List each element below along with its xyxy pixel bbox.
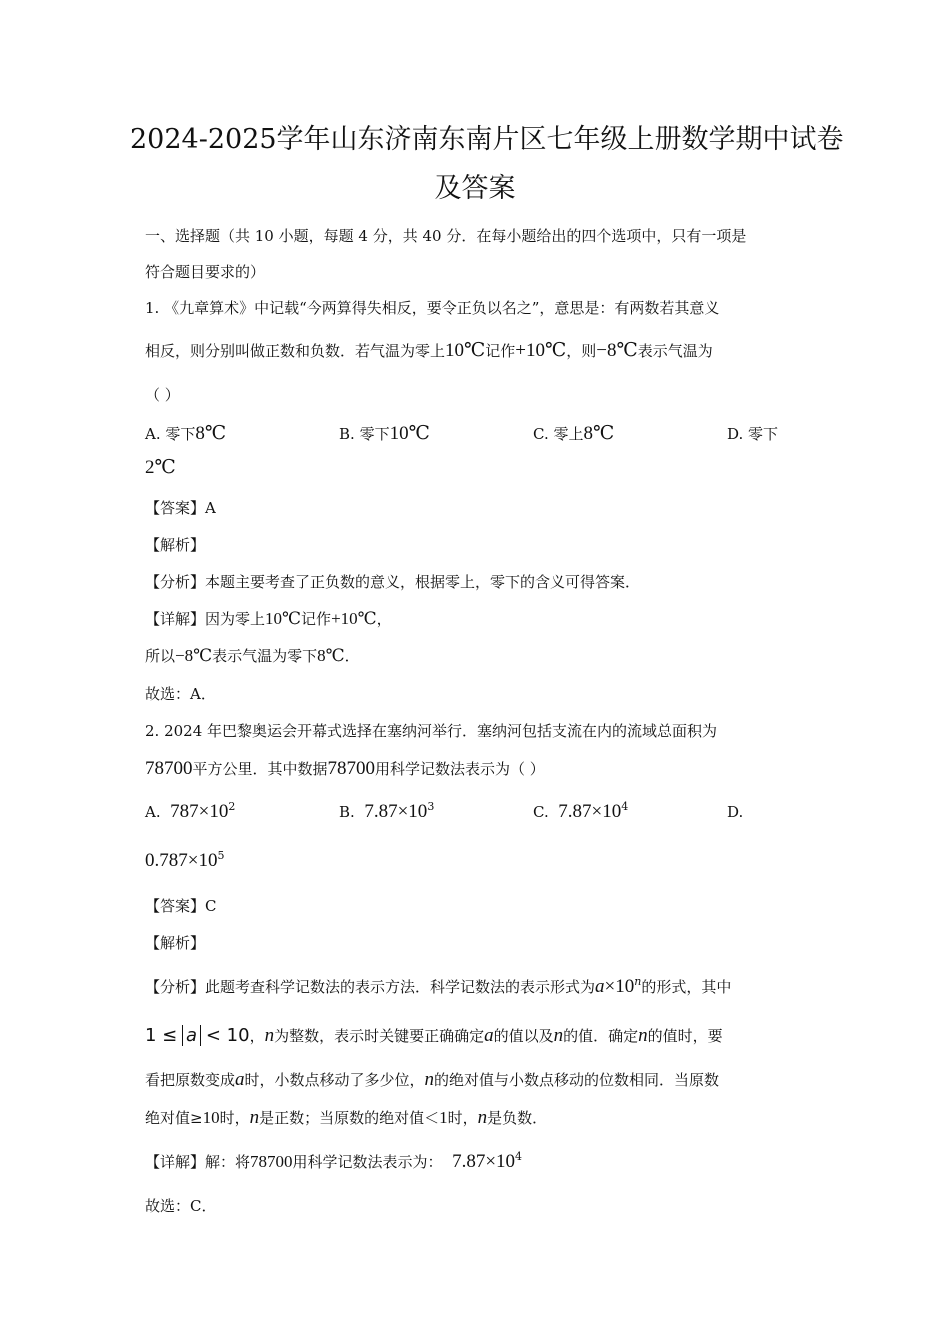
math-expr: −8℃ bbox=[596, 340, 638, 361]
q1-option-c: C. 零上8℃ bbox=[533, 423, 615, 444]
q2-analysis-line4: 绝对值≥10时，n是正数；当原数的绝对值＜1时，n是负数． bbox=[145, 1107, 548, 1128]
q2-option-c: C. $7.87\times 10^4$ bbox=[533, 800, 629, 822]
q2-option-d-cont: $0.787\times 10^5$ bbox=[145, 849, 225, 871]
q1-stem: 1. 《九章算术》中记载“今两算得失相反，要令正负以名之”，意思是：有两数若其意义 bbox=[145, 299, 720, 317]
q1-analysis-label: 【解析】 bbox=[145, 536, 206, 554]
section-heading-cont: 符合题目要求的） bbox=[145, 263, 266, 281]
q2-choose: 故选：C． bbox=[145, 1197, 217, 1215]
q2-analysis-line3: 看把原数变成a时，小数点移动了多少位，n的绝对值与小数点移动的位数相同．当原数 bbox=[145, 1069, 720, 1090]
q2-option-d: D. bbox=[727, 803, 744, 821]
section-heading: 一、选择题（共 10 小题，每题 4 分，共 40 分．在每小题给出的四个选项中，只有一项是 bbox=[145, 227, 747, 245]
q1-choose: 故选：A． bbox=[145, 685, 216, 703]
q1-option-d: D. 零下 bbox=[727, 425, 779, 443]
q2-analysis: 【分析】此题考查科学记数法的表示方法．科学记数法的表示形式为$a\times 10^n$的形式，其中 bbox=[145, 975, 732, 997]
q2-answer: 【答案】C bbox=[145, 897, 217, 915]
q1-option-d-cont: 2℃ bbox=[145, 457, 176, 478]
q1-answer: 【答案】A bbox=[145, 499, 216, 517]
q2-analysis-line2: 1 ≤ a < 10，n为整数，表示时关键要正确确定a的值以及n的值．确定n的值时，要 bbox=[145, 1025, 723, 1046]
q1-detail-cont: 所以−8℃表示气温为零下8℃． bbox=[145, 646, 360, 665]
q1-analysis: 【分析】本题主要考查了正负数的意义，根据零上，零下的含义可得答案． bbox=[145, 573, 641, 591]
q1-detail: 【详解】因为零上10℃记作+10℃， bbox=[145, 609, 392, 628]
q1-option-a: A. 零下8℃ bbox=[145, 423, 227, 444]
page-title-cont: 及答案 bbox=[434, 173, 516, 204]
q2-stem: 2. 2024 年巴黎奥运会开幕式选择在塞纳河举行．塞纳河包括支流在内的流域总面积为 bbox=[145, 722, 718, 740]
q1-stem-cont: 相反，则分别叫做正数和负数．若气温为零上10℃记作+10℃，则−8℃表示气温为 bbox=[145, 340, 713, 361]
math-expr: 10℃ bbox=[445, 340, 486, 361]
q2-option-a: A. $787\times 10^2$ bbox=[145, 800, 236, 822]
q1-paren: （ ） bbox=[145, 386, 180, 404]
q2-analysis-label: 【解析】 bbox=[145, 934, 206, 952]
q2-stem-cont: 78700平方公里．其中数据78700用科学记数法表示为（ ） bbox=[145, 758, 545, 779]
q2-detail: 【详解】解：将78700用科学记数法表示为： $7.87\times 10^4$ bbox=[145, 1150, 523, 1172]
math-expr: +10℃ bbox=[515, 340, 567, 361]
q2-option-b: B. $7.87\times 10^3$ bbox=[339, 800, 435, 822]
q1-option-b: B. 零下10℃ bbox=[339, 423, 430, 444]
page-title: 2024-2025学年山东济南东南片区七年级上册数学期中试卷 bbox=[130, 124, 844, 155]
